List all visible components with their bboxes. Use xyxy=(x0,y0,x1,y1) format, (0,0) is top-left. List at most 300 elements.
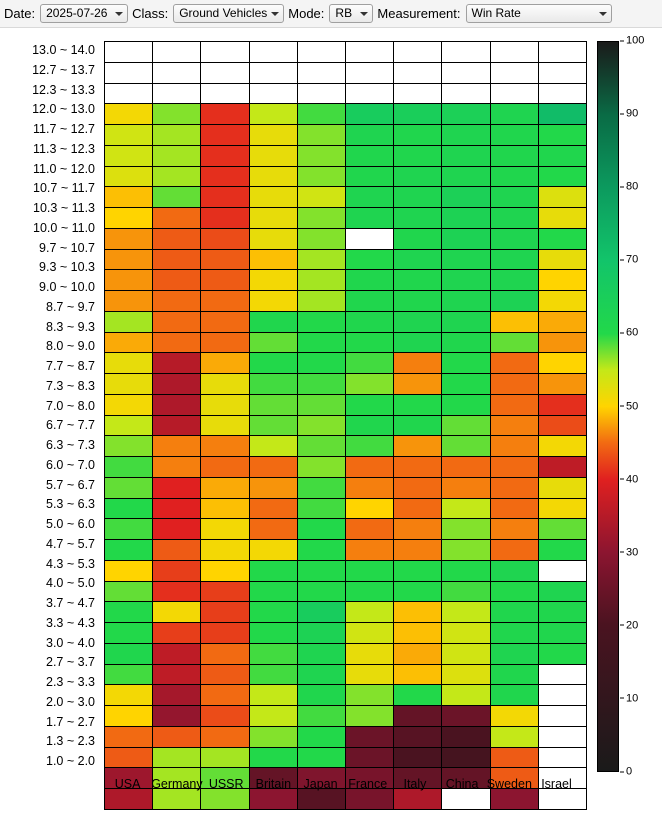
heatmap-cell[interactable] xyxy=(345,291,393,312)
heatmap-cell[interactable] xyxy=(538,747,586,768)
heatmap-cell[interactable] xyxy=(105,747,153,768)
heatmap-cell[interactable] xyxy=(490,664,538,685)
heatmap-cell[interactable] xyxy=(153,685,201,706)
heatmap-cell[interactable] xyxy=(538,228,586,249)
heatmap-cell[interactable] xyxy=(345,62,393,83)
heatmap-cell[interactable] xyxy=(442,415,490,436)
heatmap-cell[interactable] xyxy=(394,374,442,395)
heatmap-cell[interactable] xyxy=(153,145,201,166)
heatmap-cell[interactable] xyxy=(538,249,586,270)
heatmap-cell[interactable] xyxy=(490,311,538,332)
heatmap-cell[interactable] xyxy=(153,664,201,685)
heatmap-cell[interactable] xyxy=(249,519,297,540)
heatmap-cell[interactable] xyxy=(201,581,249,602)
heatmap-cell[interactable] xyxy=(538,270,586,291)
heatmap-cell[interactable] xyxy=(153,623,201,644)
heatmap-cell[interactable] xyxy=(345,104,393,125)
heatmap-cell[interactable] xyxy=(442,291,490,312)
heatmap-cell[interactable] xyxy=(490,42,538,63)
heatmap-cell[interactable] xyxy=(201,104,249,125)
heatmap-cell[interactable] xyxy=(490,560,538,581)
heatmap-cell[interactable] xyxy=(538,540,586,561)
heatmap-cell[interactable] xyxy=(105,187,153,208)
heatmap-cell[interactable] xyxy=(490,457,538,478)
heatmap-cell[interactable] xyxy=(490,540,538,561)
heatmap-cell[interactable] xyxy=(153,477,201,498)
heatmap-cell[interactable] xyxy=(538,415,586,436)
heatmap-cell[interactable] xyxy=(201,685,249,706)
heatmap-cell[interactable] xyxy=(297,228,345,249)
heatmap-cell[interactable] xyxy=(201,664,249,685)
heatmap-cell[interactable] xyxy=(538,560,586,581)
heatmap-cell[interactable] xyxy=(105,623,153,644)
heatmap-cell[interactable] xyxy=(442,581,490,602)
heatmap-cell[interactable] xyxy=(153,208,201,229)
heatmap-cell[interactable] xyxy=(490,477,538,498)
heatmap-cell[interactable] xyxy=(297,394,345,415)
heatmap-cell[interactable] xyxy=(394,540,442,561)
heatmap-cell[interactable] xyxy=(490,270,538,291)
heatmap-cell[interactable] xyxy=(105,560,153,581)
heatmap-cell[interactable] xyxy=(249,643,297,664)
heatmap-cell[interactable] xyxy=(105,270,153,291)
heatmap-cell[interactable] xyxy=(249,394,297,415)
heatmap-cell[interactable] xyxy=(345,457,393,478)
heatmap-cell[interactable] xyxy=(249,187,297,208)
heatmap-cell[interactable] xyxy=(394,208,442,229)
heatmap-cell[interactable] xyxy=(297,457,345,478)
heatmap-cell[interactable] xyxy=(490,83,538,104)
heatmap-cell[interactable] xyxy=(490,706,538,727)
heatmap-cell[interactable] xyxy=(201,519,249,540)
heatmap-cell[interactable] xyxy=(249,125,297,146)
heatmap-cell[interactable] xyxy=(442,498,490,519)
heatmap-cell[interactable] xyxy=(345,42,393,63)
heatmap-cell[interactable] xyxy=(394,228,442,249)
heatmap-cell[interactable] xyxy=(394,457,442,478)
heatmap-cell[interactable] xyxy=(201,415,249,436)
heatmap-cell[interactable] xyxy=(153,726,201,747)
heatmap-cell[interactable] xyxy=(201,726,249,747)
heatmap-cell[interactable] xyxy=(297,311,345,332)
heatmap-cell[interactable] xyxy=(490,374,538,395)
heatmap-cell[interactable] xyxy=(105,62,153,83)
heatmap-cell[interactable] xyxy=(490,104,538,125)
heatmap-cell[interactable] xyxy=(249,145,297,166)
heatmap-cell[interactable] xyxy=(394,498,442,519)
heatmap-cell[interactable] xyxy=(249,291,297,312)
heatmap-cell[interactable] xyxy=(201,249,249,270)
heatmap-cell[interactable] xyxy=(490,394,538,415)
heatmap-cell[interactable] xyxy=(297,519,345,540)
heatmap-cell[interactable] xyxy=(201,208,249,229)
heatmap-cell[interactable] xyxy=(297,685,345,706)
heatmap-cell[interactable] xyxy=(297,291,345,312)
heatmap-cell[interactable] xyxy=(538,519,586,540)
heatmap-cell[interactable] xyxy=(442,228,490,249)
heatmap-cell[interactable] xyxy=(538,664,586,685)
heatmap-cell[interactable] xyxy=(394,581,442,602)
heatmap-cell[interactable] xyxy=(297,83,345,104)
heatmap-cell[interactable] xyxy=(394,166,442,187)
heatmap-cell[interactable] xyxy=(490,249,538,270)
heatmap-cell[interactable] xyxy=(490,332,538,353)
heatmap-cell[interactable] xyxy=(201,332,249,353)
heatmap-cell[interactable] xyxy=(153,415,201,436)
heatmap-cell[interactable] xyxy=(538,726,586,747)
heatmap-cell[interactable] xyxy=(105,415,153,436)
heatmap-cell[interactable] xyxy=(538,332,586,353)
heatmap-cell[interactable] xyxy=(345,498,393,519)
heatmap-cell[interactable] xyxy=(538,187,586,208)
heatmap-cell[interactable] xyxy=(153,311,201,332)
heatmap-cell[interactable] xyxy=(442,270,490,291)
heatmap-cell[interactable] xyxy=(490,353,538,374)
heatmap-cell[interactable] xyxy=(442,457,490,478)
heatmap-cell[interactable] xyxy=(153,104,201,125)
heatmap-cell[interactable] xyxy=(442,747,490,768)
heatmap-cell[interactable] xyxy=(249,477,297,498)
class-select[interactable] xyxy=(173,4,284,23)
heatmap-cell[interactable] xyxy=(201,374,249,395)
heatmap-cell[interactable] xyxy=(345,228,393,249)
heatmap-cell[interactable] xyxy=(297,208,345,229)
heatmap-cell[interactable] xyxy=(345,706,393,727)
heatmap-cell[interactable] xyxy=(297,145,345,166)
heatmap-cell[interactable] xyxy=(490,623,538,644)
heatmap-cell[interactable] xyxy=(394,62,442,83)
heatmap-cell[interactable] xyxy=(345,208,393,229)
heatmap-cell[interactable] xyxy=(153,436,201,457)
heatmap-cell[interactable] xyxy=(249,208,297,229)
heatmap-cell[interactable] xyxy=(538,685,586,706)
heatmap-cell[interactable] xyxy=(442,145,490,166)
heatmap-cell[interactable] xyxy=(345,83,393,104)
heatmap-cell[interactable] xyxy=(394,602,442,623)
heatmap-cell[interactable] xyxy=(442,104,490,125)
heatmap-cell[interactable] xyxy=(153,62,201,83)
heatmap-cell[interactable] xyxy=(297,436,345,457)
heatmap-cell[interactable] xyxy=(249,540,297,561)
heatmap-cell[interactable] xyxy=(297,270,345,291)
heatmap-cell[interactable] xyxy=(442,125,490,146)
heatmap-cell[interactable] xyxy=(538,208,586,229)
heatmap-cell[interactable] xyxy=(201,623,249,644)
heatmap-cell[interactable] xyxy=(201,394,249,415)
heatmap-cell[interactable] xyxy=(538,643,586,664)
heatmap-cell[interactable] xyxy=(345,747,393,768)
heatmap-cell[interactable] xyxy=(297,747,345,768)
heatmap-cell[interactable] xyxy=(538,706,586,727)
heatmap-cell[interactable] xyxy=(442,540,490,561)
heatmap-cell[interactable] xyxy=(153,602,201,623)
heatmap-cell[interactable] xyxy=(394,436,442,457)
heatmap-cell[interactable] xyxy=(105,166,153,187)
heatmap-cell[interactable] xyxy=(394,623,442,644)
heatmap-cell[interactable] xyxy=(538,42,586,63)
heatmap-cell[interactable] xyxy=(394,519,442,540)
heatmap-cell[interactable] xyxy=(490,436,538,457)
heatmap-cell[interactable] xyxy=(297,498,345,519)
heatmap-cell[interactable] xyxy=(442,726,490,747)
heatmap-cell[interactable] xyxy=(201,62,249,83)
heatmap-cell[interactable] xyxy=(538,374,586,395)
heatmap-cell[interactable] xyxy=(345,332,393,353)
heatmap-cell[interactable] xyxy=(345,540,393,561)
heatmap-cell[interactable] xyxy=(297,353,345,374)
heatmap-cell[interactable] xyxy=(442,249,490,270)
heatmap-cell[interactable] xyxy=(105,394,153,415)
heatmap-cell[interactable] xyxy=(249,706,297,727)
heatmap-cell[interactable] xyxy=(345,519,393,540)
heatmap-cell[interactable] xyxy=(490,498,538,519)
heatmap-cell[interactable] xyxy=(394,187,442,208)
heatmap-cell[interactable] xyxy=(442,353,490,374)
heatmap-cell[interactable] xyxy=(153,332,201,353)
heatmap-cell[interactable] xyxy=(153,560,201,581)
heatmap-cell[interactable] xyxy=(394,42,442,63)
heatmap-cell[interactable] xyxy=(297,623,345,644)
heatmap-cell[interactable] xyxy=(345,664,393,685)
heatmap-cell[interactable] xyxy=(249,436,297,457)
heatmap-cell[interactable] xyxy=(442,623,490,644)
heatmap-cell[interactable] xyxy=(201,228,249,249)
heatmap-cell[interactable] xyxy=(297,664,345,685)
heatmap-cell[interactable] xyxy=(297,42,345,63)
heatmap-cell[interactable] xyxy=(394,311,442,332)
heatmap-cell[interactable] xyxy=(201,602,249,623)
heatmap-cell[interactable] xyxy=(490,415,538,436)
heatmap-cell[interactable] xyxy=(249,457,297,478)
heatmap-cell[interactable] xyxy=(105,581,153,602)
heatmap-cell[interactable] xyxy=(538,602,586,623)
heatmap-cell[interactable] xyxy=(153,228,201,249)
heatmap-cell[interactable] xyxy=(153,643,201,664)
heatmap-cell[interactable] xyxy=(153,353,201,374)
heatmap-cell[interactable] xyxy=(201,498,249,519)
heatmap-cell[interactable] xyxy=(394,353,442,374)
heatmap-cell[interactable] xyxy=(442,643,490,664)
heatmap-cell[interactable] xyxy=(394,145,442,166)
heatmap-cell[interactable] xyxy=(105,42,153,63)
heatmap-cell[interactable] xyxy=(201,540,249,561)
heatmap-cell[interactable] xyxy=(153,747,201,768)
heatmap-cell[interactable] xyxy=(249,374,297,395)
heatmap-cell[interactable] xyxy=(249,623,297,644)
heatmap-cell[interactable] xyxy=(442,706,490,727)
heatmap-cell[interactable] xyxy=(394,104,442,125)
heatmap-cell[interactable] xyxy=(538,166,586,187)
heatmap-cell[interactable] xyxy=(249,353,297,374)
heatmap-cell[interactable] xyxy=(249,270,297,291)
heatmap-cell[interactable] xyxy=(345,145,393,166)
heatmap-cell[interactable] xyxy=(153,457,201,478)
heatmap-cell[interactable] xyxy=(249,104,297,125)
heatmap-cell[interactable] xyxy=(249,332,297,353)
heatmap-cell[interactable] xyxy=(249,498,297,519)
heatmap-cell[interactable] xyxy=(345,249,393,270)
heatmap-cell[interactable] xyxy=(201,311,249,332)
heatmap-cell[interactable] xyxy=(394,643,442,664)
heatmap-cell[interactable] xyxy=(249,166,297,187)
heatmap-cell[interactable] xyxy=(105,477,153,498)
heatmap-cell[interactable] xyxy=(490,581,538,602)
heatmap-cell[interactable] xyxy=(249,747,297,768)
heatmap-cell[interactable] xyxy=(153,394,201,415)
heatmap-cell[interactable] xyxy=(105,145,153,166)
heatmap-cell[interactable] xyxy=(153,706,201,727)
heatmap-cell[interactable] xyxy=(538,104,586,125)
heatmap-cell[interactable] xyxy=(153,498,201,519)
heatmap-cell[interactable] xyxy=(442,208,490,229)
heatmap-cell[interactable] xyxy=(538,62,586,83)
heatmap-cell[interactable] xyxy=(105,519,153,540)
heatmap-cell[interactable] xyxy=(297,125,345,146)
heatmap-cell[interactable] xyxy=(538,311,586,332)
heatmap-cell[interactable] xyxy=(538,145,586,166)
heatmap-cell[interactable] xyxy=(105,602,153,623)
heatmap-cell[interactable] xyxy=(105,249,153,270)
heatmap-cell[interactable] xyxy=(345,623,393,644)
heatmap-cell[interactable] xyxy=(345,125,393,146)
heatmap-cell[interactable] xyxy=(345,560,393,581)
heatmap-cell[interactable] xyxy=(345,353,393,374)
heatmap-cell[interactable] xyxy=(345,436,393,457)
heatmap-cell[interactable] xyxy=(345,477,393,498)
heatmap-cell[interactable] xyxy=(105,332,153,353)
heatmap-cell[interactable] xyxy=(538,457,586,478)
heatmap-cell[interactable] xyxy=(105,685,153,706)
heatmap-cell[interactable] xyxy=(249,62,297,83)
heatmap-cell[interactable] xyxy=(105,540,153,561)
measurement-select[interactable] xyxy=(466,4,612,23)
heatmap-cell[interactable] xyxy=(153,519,201,540)
heatmap-cell[interactable] xyxy=(297,62,345,83)
heatmap-cell[interactable] xyxy=(153,42,201,63)
heatmap-cell[interactable] xyxy=(538,353,586,374)
heatmap-cell[interactable] xyxy=(345,581,393,602)
heatmap-cell[interactable] xyxy=(201,560,249,581)
heatmap-cell[interactable] xyxy=(249,685,297,706)
heatmap-cell[interactable] xyxy=(201,643,249,664)
heatmap-cell[interactable] xyxy=(345,187,393,208)
heatmap-cell[interactable] xyxy=(394,125,442,146)
heatmap-cell[interactable] xyxy=(201,166,249,187)
heatmap-cell[interactable] xyxy=(297,602,345,623)
heatmap-cell[interactable] xyxy=(249,228,297,249)
heatmap-cell[interactable] xyxy=(105,436,153,457)
heatmap-cell[interactable] xyxy=(490,747,538,768)
heatmap-cell[interactable] xyxy=(105,726,153,747)
heatmap-cell[interactable] xyxy=(249,560,297,581)
heatmap-cell[interactable] xyxy=(153,581,201,602)
heatmap-cell[interactable] xyxy=(394,685,442,706)
heatmap-cell[interactable] xyxy=(201,83,249,104)
heatmap-cell[interactable] xyxy=(153,270,201,291)
heatmap-cell[interactable] xyxy=(153,166,201,187)
heatmap-cell[interactable] xyxy=(394,415,442,436)
date-select[interactable] xyxy=(40,4,128,23)
heatmap-cell[interactable] xyxy=(394,560,442,581)
heatmap-cell[interactable] xyxy=(394,394,442,415)
mode-select[interactable] xyxy=(329,4,373,23)
heatmap-cell[interactable] xyxy=(153,83,201,104)
heatmap-cell[interactable] xyxy=(105,664,153,685)
heatmap-cell[interactable] xyxy=(297,581,345,602)
heatmap-cell[interactable] xyxy=(345,685,393,706)
heatmap-cell[interactable] xyxy=(538,83,586,104)
heatmap-cell[interactable] xyxy=(297,374,345,395)
heatmap-cell[interactable] xyxy=(442,62,490,83)
heatmap-cell[interactable] xyxy=(201,145,249,166)
heatmap-cell[interactable] xyxy=(442,436,490,457)
heatmap-cell[interactable] xyxy=(442,332,490,353)
heatmap-cell[interactable] xyxy=(297,706,345,727)
heatmap-cell[interactable] xyxy=(105,457,153,478)
heatmap-cell[interactable] xyxy=(490,643,538,664)
heatmap-cell[interactable] xyxy=(153,125,201,146)
heatmap-cell[interactable] xyxy=(249,602,297,623)
heatmap-cell[interactable] xyxy=(442,560,490,581)
heatmap-cell[interactable] xyxy=(442,42,490,63)
heatmap-cell[interactable] xyxy=(394,291,442,312)
heatmap-cell[interactable] xyxy=(394,747,442,768)
heatmap-cell[interactable] xyxy=(201,187,249,208)
heatmap-cell[interactable] xyxy=(394,332,442,353)
heatmap-cell[interactable] xyxy=(105,706,153,727)
heatmap-cell[interactable] xyxy=(105,498,153,519)
heatmap-cell[interactable] xyxy=(249,415,297,436)
heatmap-cell[interactable] xyxy=(297,540,345,561)
heatmap-cell[interactable] xyxy=(201,457,249,478)
heatmap-cell[interactable] xyxy=(249,726,297,747)
heatmap-cell[interactable] xyxy=(105,643,153,664)
heatmap-cell[interactable] xyxy=(442,519,490,540)
heatmap-cell[interactable] xyxy=(153,374,201,395)
heatmap-cell[interactable] xyxy=(345,643,393,664)
heatmap-cell[interactable] xyxy=(297,166,345,187)
heatmap-cell[interactable] xyxy=(345,166,393,187)
heatmap-cell[interactable] xyxy=(490,519,538,540)
heatmap-cell[interactable] xyxy=(345,374,393,395)
heatmap-cell[interactable] xyxy=(297,249,345,270)
heatmap-cell[interactable] xyxy=(442,311,490,332)
heatmap-cell[interactable] xyxy=(394,249,442,270)
heatmap-cell[interactable] xyxy=(490,726,538,747)
heatmap-cell[interactable] xyxy=(105,125,153,146)
heatmap-cell[interactable] xyxy=(538,291,586,312)
heatmap-cell[interactable] xyxy=(490,602,538,623)
heatmap-cell[interactable] xyxy=(201,706,249,727)
heatmap-cell[interactable] xyxy=(297,643,345,664)
heatmap-cell[interactable] xyxy=(153,187,201,208)
heatmap-cell[interactable] xyxy=(201,125,249,146)
heatmap-cell[interactable] xyxy=(345,726,393,747)
heatmap-cell[interactable] xyxy=(201,270,249,291)
heatmap-cell[interactable] xyxy=(490,291,538,312)
heatmap-cell[interactable] xyxy=(249,249,297,270)
heatmap-cell[interactable] xyxy=(442,685,490,706)
heatmap-cell[interactable] xyxy=(201,353,249,374)
heatmap-cell[interactable] xyxy=(394,477,442,498)
heatmap-cell[interactable] xyxy=(249,581,297,602)
heatmap-cell[interactable] xyxy=(249,664,297,685)
heatmap-cell[interactable] xyxy=(153,249,201,270)
heatmap-cell[interactable] xyxy=(201,42,249,63)
heatmap-cell[interactable] xyxy=(297,560,345,581)
heatmap-cell[interactable] xyxy=(442,83,490,104)
heatmap-cell[interactable] xyxy=(442,187,490,208)
